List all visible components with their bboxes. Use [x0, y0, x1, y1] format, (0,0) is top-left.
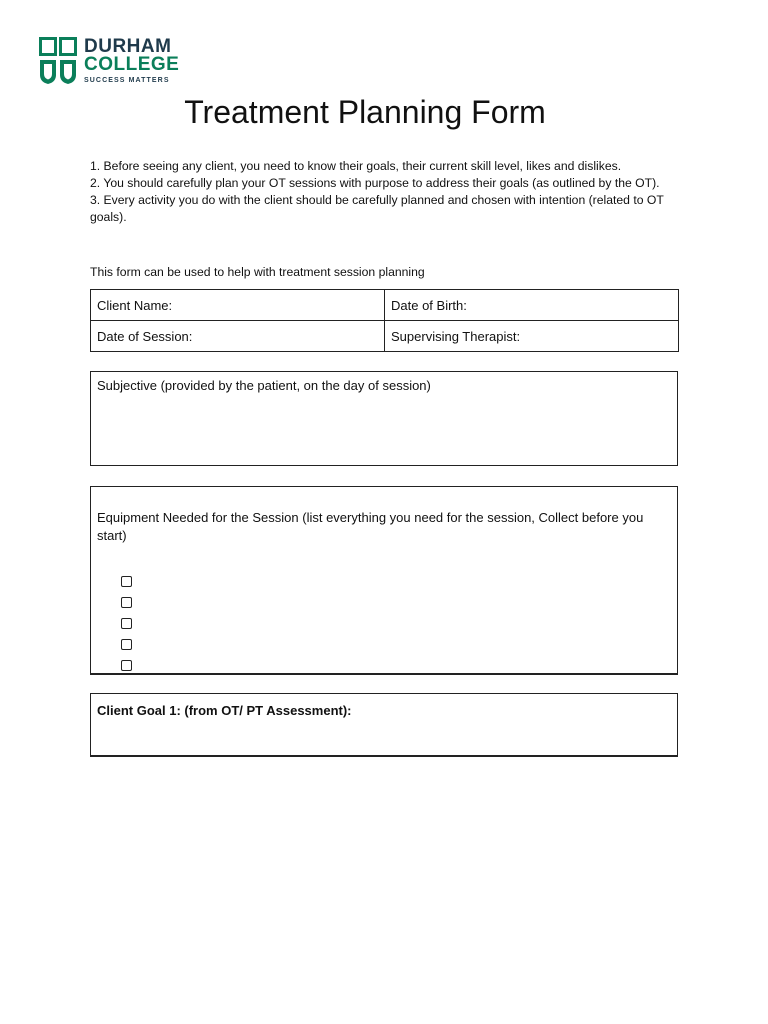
instructions-list [90, 158, 680, 226]
durham-college-crest-icon [39, 37, 77, 85]
page-title: Treatment Planning Form [184, 94, 546, 130]
client-goal-1-label: Client Goal 1: (from OT/ PT Assessment): [97, 703, 352, 718]
instruction-item-1: 1. Before seeing any client, you need to know their goals, their current skill level, likes and dislikes. [90, 159, 622, 173]
equipment-section [90, 486, 678, 675]
equipment-label: Equipment Needed for the Session (list everything you need for the session, Collect before you start) [97, 510, 644, 543]
client-goal-1-section[interactable] [90, 693, 678, 757]
table-row [91, 290, 679, 321]
date-of-session-field[interactable]: Date of Session: [91, 321, 385, 352]
checklist-item [121, 592, 671, 613]
equipment-checklist [121, 571, 671, 676]
checklist-item [121, 571, 671, 592]
checklist-item [121, 613, 671, 634]
logo-wordmark [84, 37, 179, 84]
checklist-item [121, 655, 671, 676]
logo-name-durham: DURHAM [84, 36, 172, 57]
supervising-therapist-field[interactable]: Supervising Therapist: [385, 321, 679, 352]
checklist-item [121, 634, 671, 655]
equipment-checkbox-1[interactable] [121, 576, 132, 587]
client-info-table [90, 289, 679, 352]
instruction-item-2: 2. You should carefully plan your OT sessions with purpose to address their goals (as outlined by the OT). [90, 176, 660, 190]
logo-tagline: SUCCESS MATTERS [84, 77, 170, 84]
equipment-checkbox-3[interactable] [121, 618, 132, 629]
durham-college-logo [39, 37, 179, 87]
instruction-item-3: 3. Every activity you do with the client should be carefully planned and chosen with intention (related to OT goals). [90, 193, 664, 224]
date-of-birth-field[interactable]: Date of Birth: [385, 290, 679, 321]
equipment-checkbox-4[interactable] [121, 639, 132, 650]
equipment-checkbox-2[interactable] [121, 597, 132, 608]
table-row [91, 321, 679, 352]
equipment-checkbox-5[interactable] [121, 660, 132, 671]
subjective-section[interactable] [90, 371, 678, 466]
subjective-label: Subjective (provided by the patient, on the day of session) [97, 378, 431, 393]
client-name-field[interactable]: Client Name: [91, 290, 385, 321]
logo-name-college: COLLEGE [84, 54, 180, 75]
form-intro-text: This form can be used to help with treatment session planning [90, 265, 425, 279]
